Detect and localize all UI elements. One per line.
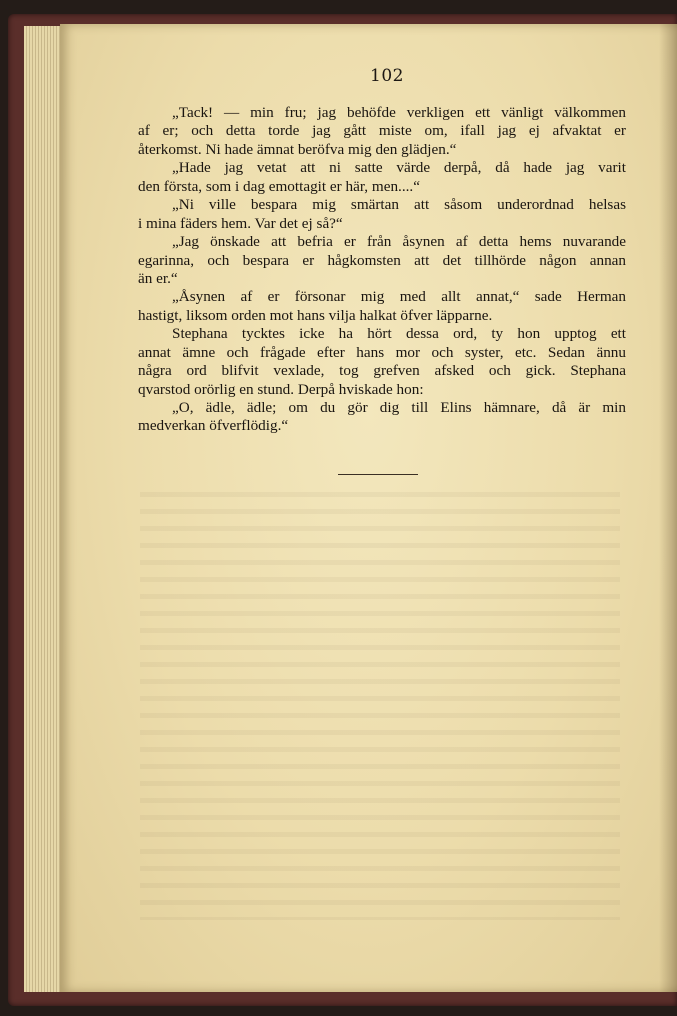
- text-line: hastigt, liksom orden mot hans vilja halkat öfver läpparne.: [138, 306, 493, 324]
- section-divider: [338, 474, 418, 475]
- text-line: „Åsynen af er försonar mig med allt annat,“ sade Herman: [172, 288, 626, 306]
- page-gutter-shade: [659, 24, 677, 992]
- text-line: „Tack! — min fru; jag behöfde verkligen ett vänligt välkommen: [172, 104, 626, 121]
- text-line: Stephana tycktes icke ha hört dessa ord, ty hon upptog ett: [172, 325, 626, 343]
- text-line: medverkan öfverflödig.“: [138, 417, 289, 435]
- text-line: egarinna, och bespara er hågkomsten att det tillhörde någon annan: [138, 251, 626, 269]
- show-through-bleed: [140, 480, 620, 920]
- text-line: den första, som i dag emottagit er här, men....“: [138, 177, 420, 195]
- text-line: än er.“: [138, 269, 178, 287]
- body-text: [138, 104, 626, 436]
- text-line: annat ämne och frågade efter hans mor och syster, etc. Sedan ännu: [138, 343, 626, 361]
- text-line: i mina fäders hem. Var det ej så?“: [138, 214, 343, 232]
- text-line: af er; och detta torde jag gått miste om, ifall jag ej afvaktat er: [138, 122, 626, 140]
- text-line: några ord blifvit vexlade, tog grefven afsked och gick. Stephana: [138, 362, 626, 380]
- page-number: 102: [370, 66, 404, 86]
- text-line: „O, ädle, ädle; om du gör dig till Elins hämnare, då är min: [172, 399, 626, 416]
- text-line: „Hade jag vetat att ni satte värde derpå, då hade jag varit: [172, 159, 626, 177]
- text-line: „Jag önskade att befria er från åsynen af detta hems nuvarande: [172, 233, 626, 251]
- text-line: återkomst. Ni hade ämnat beröfva mig den glädjen.“: [138, 140, 457, 158]
- text-line: „Ni ville bespara mig smärtan att såsom underordnad helsas: [172, 196, 626, 214]
- text-line: qvarstod orörlig en stund. Derpå hviskade hon:: [138, 380, 424, 398]
- page-edges: [24, 26, 65, 992]
